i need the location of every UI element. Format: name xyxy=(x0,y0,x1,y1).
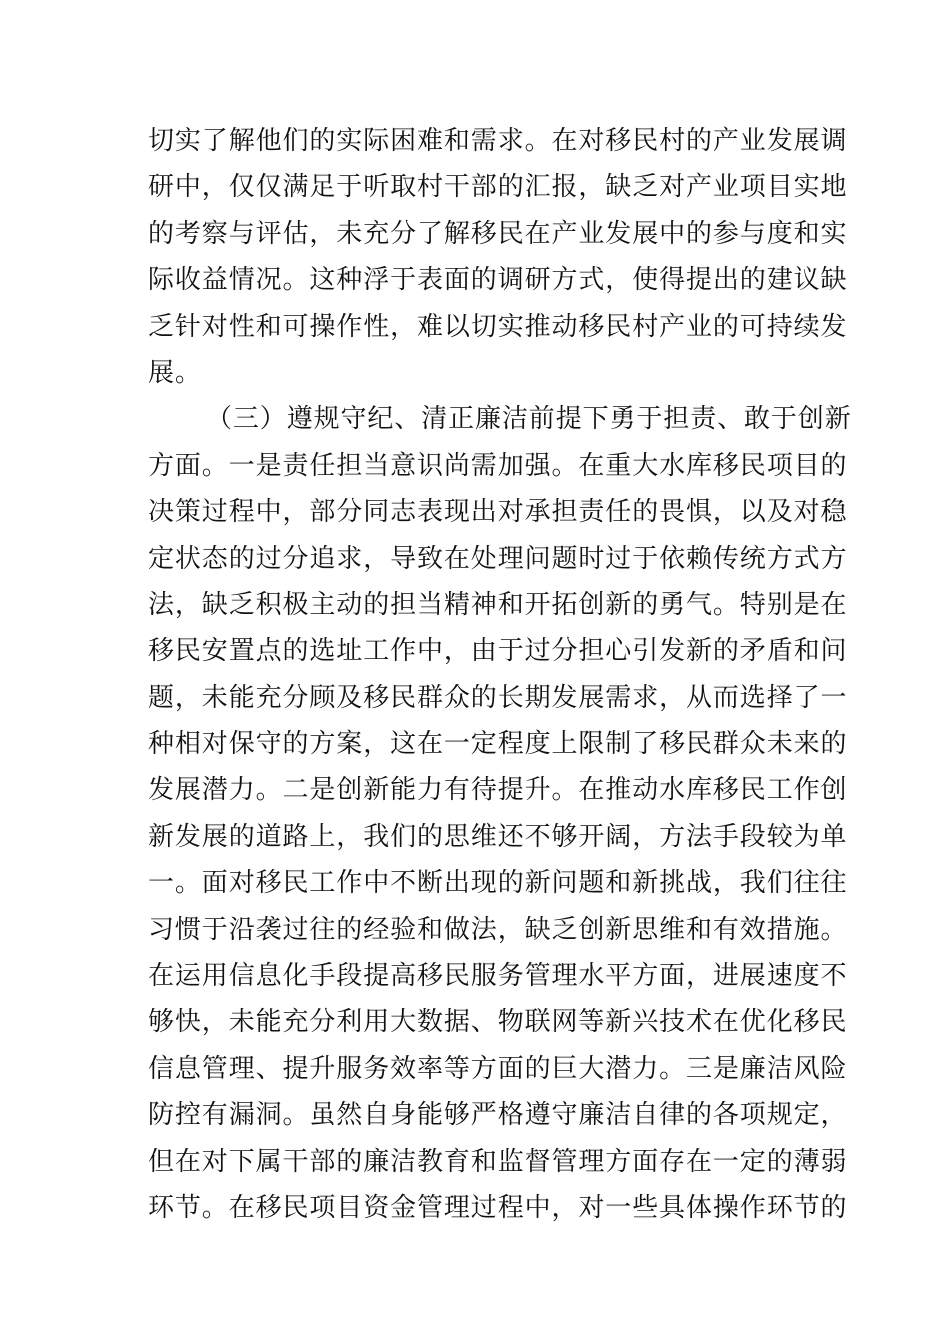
section-heading-line: （三）遵规守纪、清正廉洁前提下勇于担责、敢于创新 xyxy=(206,404,852,435)
text-line: 方面。一是责任担当意识尚需加强。在重大水库移民项目的 xyxy=(148,450,848,481)
text-line: 题，未能充分顾及移民群众的长期发展需求，从而选择了一 xyxy=(148,682,848,713)
text-line: 但在对下属干部的廉洁教育和监督管理方面存在一定的薄弱 xyxy=(148,1146,848,1177)
text-line: 环节。在移民项目资金管理过程中，对一些具体操作环节的 xyxy=(148,1192,848,1223)
text-line: 研中，仅仅满足于听取村干部的汇报，缺乏对产业项目实地 xyxy=(148,172,848,203)
text-line: 的考察与评估，未充分了解移民在产业发展中的参与度和实 xyxy=(148,218,848,249)
text-line: 信息管理、提升服务效率等方面的巨大潜力。三是廉洁风险 xyxy=(148,1053,848,1084)
text-line: 发展潜力。二是创新能力有待提升。在推动水库移民工作创 xyxy=(148,775,848,806)
text-line: 一。面对移民工作中不断出现的新问题和新挑战，我们往往 xyxy=(148,868,848,899)
text-line: 决策过程中，部分同志表现出对承担责任的畏惧，以及对稳 xyxy=(148,497,848,528)
text-line: 在运用信息化手段提高移民服务管理水平方面，进展速度不 xyxy=(148,961,848,992)
text-line: 际收益情况。这种浮于表面的调研方式，使得提出的建议缺 xyxy=(148,265,848,296)
text-line: 种相对保守的方案，这在一定程度上限制了移民群众未来的 xyxy=(148,729,848,760)
text-line: 新发展的道路上，我们的思维还不够开阔，方法手段较为单 xyxy=(148,821,848,852)
text-line: 防控有漏洞。虽然自身能够严格遵守廉洁自律的各项规定， xyxy=(148,1100,848,1131)
text-line: 够快，未能充分利用大数据、物联网等新兴技术在优化移民 xyxy=(148,1007,848,1038)
text-line: 展。 xyxy=(148,357,202,388)
text-line: 移民安置点的选址工作中，由于过分担心引发新的矛盾和问 xyxy=(148,636,848,667)
text-line: 切实了解他们的实际困难和需求。在对移民村的产业发展调 xyxy=(148,126,848,156)
text-line: 乏针对性和可操作性，难以切实推动移民村产业的可持续发 xyxy=(148,311,848,342)
document-body xyxy=(148,118,852,1231)
text-line: 法，缺乏积极主动的担当精神和开拓创新的勇气。特别是在 xyxy=(148,589,848,620)
text-line: 定状态的过分追求，导致在处理问题时过于依赖传统方式方 xyxy=(148,543,848,574)
text-line: 习惯于沿袭过往的经验和做法，缺乏创新思维和有效措施。 xyxy=(148,914,848,945)
